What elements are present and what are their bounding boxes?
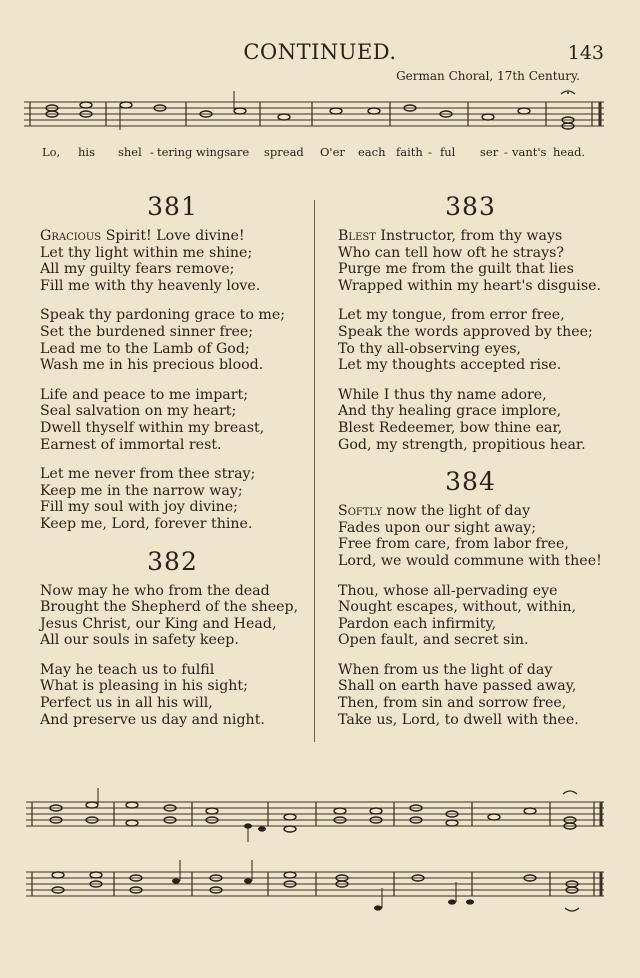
verse-line: Wrapped within my heart's disguise.: [338, 277, 602, 294]
verse-line: Wash me in his precious blood.: [40, 357, 264, 374]
verse-line: Jesus Christ, our King and Head,: [40, 615, 277, 632]
music-staff-bottom: [0, 784, 640, 924]
verse-line: Keep me, Lord, forever thine.: [40, 515, 253, 532]
hymn-number: 383: [445, 192, 496, 221]
stanza: [338, 503, 603, 569]
verse-line: And preserve us day and night.: [40, 711, 265, 728]
stanza: [338, 662, 603, 728]
verse-line: Let my thoughts accepted rise.: [338, 357, 562, 374]
lyric-syllable: each: [358, 145, 386, 159]
hymn-number: 384: [445, 467, 496, 497]
verse-line: Lord, we would commune with thee!: [338, 552, 602, 569]
verse-line: [338, 228, 603, 245]
lyric-syllable: ser: [480, 145, 499, 159]
lyric-syllable: shel: [118, 145, 142, 159]
lyric-syllable: faith: [396, 145, 423, 159]
lyric-syllable: are: [230, 145, 250, 159]
verse-line: Brought the Shepherd of the sheep,: [40, 599, 299, 616]
column-divider: [314, 200, 315, 742]
verse-line: Free from care, from labor free,: [338, 536, 569, 553]
verse-line: Blest Redeemer, bow thine ear,: [338, 419, 563, 436]
verse-line: Open fault, and secret sin.: [338, 632, 529, 649]
verse-line: Set the burdened sinner free;: [40, 323, 254, 340]
music-staff-top: [0, 88, 640, 138]
verse-line: Let me never from thee stray;: [40, 466, 256, 483]
verse-line: Speak thy pardoning grace to me;: [40, 307, 286, 324]
verse-line: Speak the words approved by thee;: [338, 323, 593, 340]
opening-word: Softly: [338, 503, 383, 520]
verse-line: Dwell thyself within my breast,: [40, 419, 265, 436]
stanza: [40, 307, 305, 373]
verse-line: To thy all-observing eyes,: [338, 340, 522, 357]
verse-line: What is pleasing in his sight;: [40, 678, 248, 695]
verse-line: May he teach us to fulfil: [40, 661, 215, 678]
verse-line: Who can tell how oft he strays?: [338, 244, 565, 261]
verse-text: Instructor, from thy ways: [380, 228, 563, 244]
stanza: [338, 387, 603, 453]
stanza: [40, 583, 305, 649]
verse-line: Fill me with thy heavenly love.: [40, 277, 261, 294]
verse-line: Fades upon our sight away;: [338, 519, 537, 536]
verse-line: God, my strength, propitious hear.: [338, 436, 586, 453]
verse-line: Lead me to the Lamb of God;: [40, 340, 250, 357]
stanza: [40, 228, 305, 294]
verse-line: While I thus thy name adore,: [338, 386, 547, 403]
lyric-syllable: vant's: [512, 145, 547, 159]
verse-line: [338, 503, 603, 520]
verse-text: now the light of day: [386, 503, 531, 520]
verse-line: Let my tongue, from error free,: [338, 307, 565, 324]
verse-line: Pardon each infirmity,: [338, 615, 497, 632]
verse-line: All my guilty fears remove;: [40, 261, 235, 278]
hymn-number: 381: [147, 192, 198, 221]
tune-lyrics: [0, 145, 640, 161]
lyric-syllable: Lo,: [42, 145, 61, 159]
page-number: 143: [567, 42, 604, 64]
hymn-383: [338, 192, 603, 453]
stanza: [338, 583, 603, 649]
stanza: [338, 307, 603, 373]
stanza: [338, 228, 603, 294]
lyric-syllable: -: [504, 145, 508, 159]
verse-line: Now may he who from the dead: [40, 582, 270, 599]
stanza: [40, 662, 305, 728]
hymn-column-left: [40, 192, 305, 741]
page-title: CONTINUED.: [243, 40, 397, 64]
opening-word: Gracious: [40, 228, 102, 244]
verse-line: [40, 228, 305, 245]
verse-line: Then, from sin and sorrow free,: [338, 695, 567, 712]
verse-line: Let thy light within me shine;: [40, 244, 253, 261]
verse-line: Take us, Lord, to dwell with thee.: [338, 711, 579, 728]
verse-text: Spirit! Love divine!: [105, 228, 245, 244]
lyric-syllable: wings: [196, 145, 231, 159]
stanza: [40, 387, 305, 453]
lyric-syllable: head.: [553, 145, 586, 159]
verse-line: Perfect us in all his will,: [40, 695, 213, 712]
verse-line: Thou, whose all-pervading eye: [338, 582, 558, 599]
verse-line: Keep me in the narrow way;: [40, 482, 243, 499]
lyric-syllable: -: [428, 145, 432, 159]
lyric-syllable: -: [150, 145, 154, 159]
stanza: [40, 466, 305, 532]
tune-attribution: German Choral, 17th Century.: [396, 69, 580, 83]
verse-line: And thy healing grace implore,: [338, 403, 562, 420]
verse-line: All our souls in safety keep.: [40, 632, 239, 649]
hymn-column-right: [338, 192, 603, 741]
verse-line: Earnest of immortal rest.: [40, 436, 222, 453]
verse-line: Shall on earth have passed away,: [338, 678, 577, 695]
hymn-381: [40, 192, 305, 533]
hymn-382: [40, 547, 305, 729]
lyric-syllable: spread: [264, 145, 304, 159]
verse-line: Nought escapes, without, within,: [338, 599, 577, 616]
verse-line: Fill my soul with joy divine;: [40, 499, 238, 516]
opening-word: Blest: [338, 228, 376, 244]
lyric-syllable: tering: [157, 145, 193, 159]
hymn-number: 382: [147, 546, 198, 576]
verse-line: Seal salvation on my heart;: [40, 403, 237, 420]
hymn-384: [338, 467, 603, 728]
verse-line: Purge me from the guilt that lies: [338, 261, 574, 278]
lyric-syllable: O'er: [320, 145, 345, 159]
lyric-syllable: ful: [440, 145, 456, 159]
verse-line: Life and peace to me impart;: [40, 386, 248, 403]
lyric-syllable: his: [78, 145, 95, 159]
verse-line: When from us the light of day: [338, 661, 553, 678]
